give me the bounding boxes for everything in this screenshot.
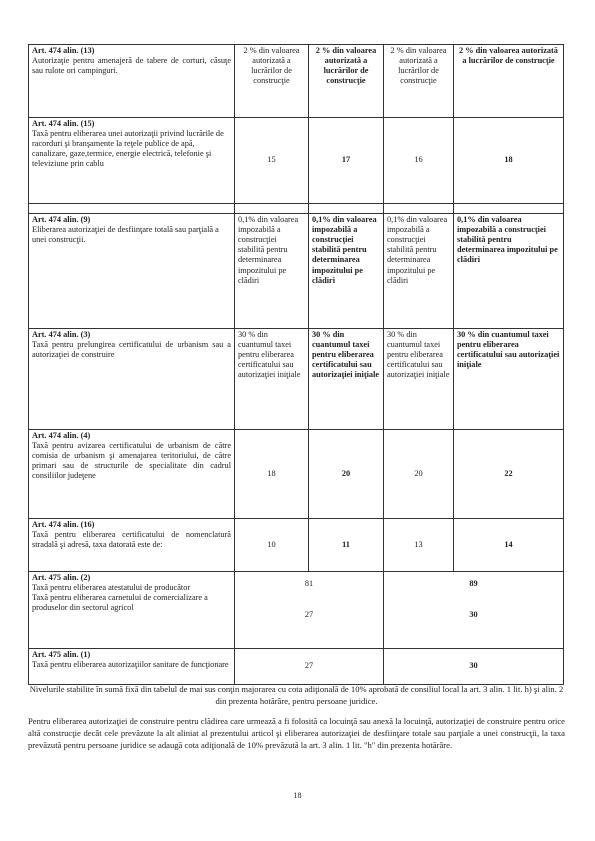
article-reference: Art. 474 alin. (16) xyxy=(32,520,95,529)
row-description xyxy=(29,649,235,685)
fee-value: 20 xyxy=(384,430,454,519)
fee-value: 2 % din valoarea autorizată a lucrărilor de construcţie xyxy=(384,45,454,118)
row-description xyxy=(29,45,235,118)
fee-value: 17 xyxy=(309,118,384,204)
article-reference: Art. 475 alin. (2) xyxy=(32,573,91,582)
table-row xyxy=(29,329,564,430)
table-row xyxy=(29,45,564,118)
fee-description: Taxă pentru prelungirea certificatului de urbanism sau a autorizaţiei de construire xyxy=(32,340,231,360)
body-paragraph: Pentru eliberarea autorizaţiei de construire pentru clădirea care urmează a fi folosită ca locuinţă sau anexă la locuinţă, autorizaţiei de construire pentru orice altă construcţie decât cele prevăzute la alt aliniat al prezentului articol şi eliberarea autorizaţiei de desfiinţare totale sau parţiale a unei construcţii, la taxa prevăzută pentru persoane juridice se adaugă cota adiţională de 10% prevăzută la art. 3 alin. 1 lit. "h" din prezenta hotărâre. xyxy=(28,716,565,750)
fee-value: 2 % din valoarea autorizată a lucrărilor de construcţie xyxy=(309,45,384,118)
article-reference: Art. 474 alin. (3) xyxy=(32,330,91,339)
table-footnote: Nivelurile stabilite în sumă fixă din tabelul de mai sus conţin majorarea cu cota adiţională de 10% aprobată de consiliul local la art. 3 alin. 1 lit. h) şi alin. 2 din prezenta hotărâre, pentru persoane juridice. xyxy=(29,684,564,706)
fee-value: 30 % din cuantumul taxei pentru eliberarea certificatului sau autorizaţiei iniţiale xyxy=(454,329,564,430)
fee-value: 89 xyxy=(469,579,478,588)
fee-value: 0,1% din valoarea impozabilă a construcţiei stabilită pentru determinarea impozitului pe clădiri xyxy=(309,214,384,329)
row-description xyxy=(29,572,235,649)
fee-value: 11 xyxy=(309,519,384,572)
fee-value: 30 xyxy=(384,649,564,685)
row-description xyxy=(29,519,235,572)
fee-value: 30 % din cuantumul taxei pentru eliberarea certificatului sau autorizaţiei iniţiale xyxy=(235,329,309,430)
row-description xyxy=(29,430,235,519)
table-row xyxy=(29,118,564,204)
fee-value: 27 xyxy=(304,610,314,620)
fee-value: 13 xyxy=(384,519,454,572)
article-reference: Art. 474 alin. (13) xyxy=(32,46,95,55)
fee-value: 22 xyxy=(454,430,564,519)
fee-value: 14 xyxy=(454,519,564,572)
article-reference: Art. 474 alin. (15) xyxy=(32,119,95,128)
fee-description: Taxă pentru eliberarea carnetului de comercializare a produselor din sectorul agricol xyxy=(32,593,208,613)
merged-fee-cell xyxy=(235,572,384,649)
fee-value: 18 xyxy=(235,430,309,519)
table-row xyxy=(29,519,564,572)
fee-value: 30 xyxy=(469,610,478,620)
fee-table xyxy=(28,44,564,685)
row-description xyxy=(29,329,235,430)
fee-value: 2 % din valoarea autorizată a lucrărilor de construcţie xyxy=(235,45,309,118)
article-reference: Art. 475 alin. (1) xyxy=(32,650,91,659)
merged-fee-cell xyxy=(384,572,564,649)
row-description xyxy=(29,214,235,329)
row-description xyxy=(29,118,235,204)
article-reference: Art. 474 alin. (4) xyxy=(32,431,91,440)
article-reference: Art. 474 alin. (9) xyxy=(32,215,91,224)
fee-description: Eliberarea autorizaţiei de desfiinţare totală sau parţială a unei construcţii. xyxy=(32,225,219,245)
fee-value: 0,1% din valoarea impozabilă a construcţiei stabilită pentru determinarea impozitului pe clădiri xyxy=(384,214,454,329)
fee-description: Taxă pentru eliberarea unei autorizaţii privind lucrările de racorduri şi branşamente la reţele publice de apă, canalizare, gaze,termice, energie electrică, telefonie şi televiziune prin cablu xyxy=(32,129,224,169)
fee-value: 30 % din cuantumul taxei pentru eliberarea certificatului sau autorizaţiei iniţiale xyxy=(309,329,384,430)
table-row xyxy=(29,649,564,685)
fee-value: 0,1% din valoarea impozabilă a construcţiei stabilită pentru determinarea impozitului pe clădiri xyxy=(454,214,564,329)
fee-description: Taxă pentru eliberarea certificatului de nomenclatură stradală şi adresă, taxa datorată este de: xyxy=(32,530,231,550)
fee-description: Taxă pentru eliberarea autorizaţiilor sanitare de funcţionare xyxy=(32,660,229,670)
fee-value: 30 % din cuantumul taxei pentru eliberarea certificatului sau autorizaţiei iniţiale xyxy=(384,329,454,430)
fee-value: 16 xyxy=(384,118,454,204)
table-row xyxy=(29,430,564,519)
fee-value: 10 xyxy=(235,519,309,572)
fee-description: Taxă pentru eliberarea atestatului de producător xyxy=(32,583,191,593)
spacer-row xyxy=(29,204,564,214)
fee-value: 0,1% din valoarea impozabilă a construcţiei stabilită pentru determinarea impozitului pe clădiri xyxy=(235,214,309,329)
table-row xyxy=(29,572,564,649)
page-number: 18 xyxy=(293,791,302,800)
fee-value: 20 xyxy=(309,430,384,519)
fee-value: 27 xyxy=(235,649,384,685)
fee-value: 81 xyxy=(304,579,314,588)
fee-value: 2 % din valoarea autorizată a lucrărilor de construcţie xyxy=(454,45,564,118)
fee-description: Autorizaţie pentru amenajeră de tabere de corturi, căsuţe sau rulote ori campinguri. xyxy=(32,56,231,76)
fee-value: 18 xyxy=(454,118,564,204)
fee-value: 15 xyxy=(235,118,309,204)
table-row xyxy=(29,214,564,329)
fee-description: Taxă pentru avizarea certificatului de urbanism de către comisia de urbanism şi amenajarea teritoriului, de către primari sau de structurile de specialitate din cadrul consiliilor judeţene xyxy=(32,441,231,481)
